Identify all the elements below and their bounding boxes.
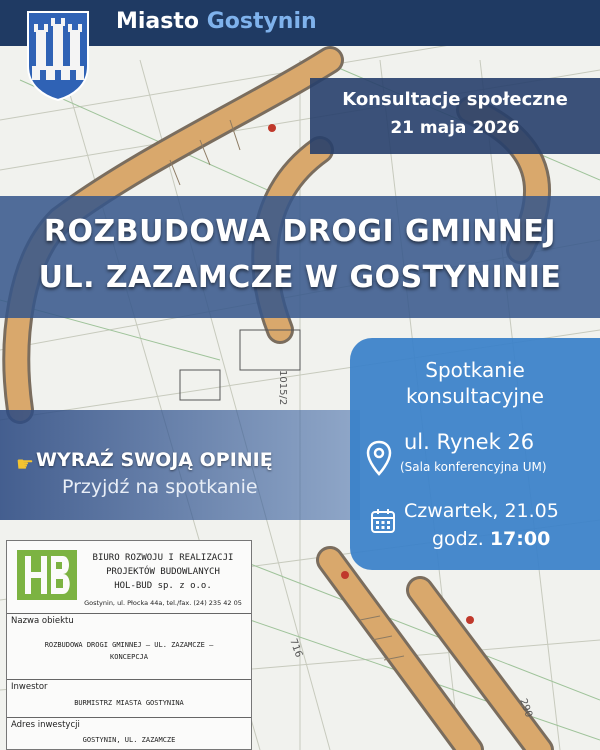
city-crest-icon [26,10,90,102]
address-label: Adres inwestycji [11,720,80,730]
opinion-subtitle: Przyjdź na spotkanie [62,476,258,498]
firm-name-line1: BIURO ROZWOJU I REALIZACJI [92,553,234,563]
brand-name-part2: Gostynin [206,9,317,34]
headline-line2: UL. ZAZAMCZE W GOSTYNINIE [38,260,562,295]
consultation-date: 21 maja 2026 [390,118,520,138]
firm-address: Gostynin, ul. Płocka 44a, tel./fax. (24) 235 42 05 [84,599,242,607]
svg-text:1015/2: 1015/2 [277,370,288,406]
object-label: Nazwa obiektu [11,616,74,626]
meeting-hour [432,528,550,550]
meeting-title-line2: konsultacyjne [406,384,544,408]
divider [7,717,251,718]
meeting-room: (Sala konferencyjna UM) [400,460,547,474]
meeting-day: Czwartek, 21.05 [404,500,559,522]
consultation-box [310,78,600,154]
investor-value: BURMISTRZ MIASTA GOSTYNINA [74,699,184,707]
meeting-hour-prefix: godz. [432,528,484,550]
headline-line1: ROZBUDOWA DROGI GMINNEJ [43,214,557,249]
opinion-title: WYRAŹ SWOJĄ OPINIĘ [36,449,273,471]
investor-label: Inwestor [11,682,48,692]
meeting-hour-value: 17:00 [489,528,551,550]
divider [7,613,251,614]
city-brand [116,9,317,34]
hb-logo [17,550,77,600]
pointing-hand-icon: ☛ [16,452,34,476]
brand-name-part1: Miasto [116,9,200,34]
meeting-box [350,338,600,570]
firm-name-line3: HOL-BUD sp. z o.o. [114,581,212,591]
meeting-address: ul. Rynek 26 [404,430,535,454]
calendar-icon [370,508,396,534]
divider [7,679,251,680]
meeting-title-line1: Spotkanie [425,358,525,382]
project-title-block [6,540,252,750]
object-value-line1: ROZBUDOWA DROGI GMINNEJ – UL. ZAZAMCZE – [44,641,214,649]
object-value-line2: KONCEPCJA [110,653,148,661]
consultation-title: Konsultacje społeczne [342,89,568,110]
svg-text:290: 290 [517,697,535,719]
address-value: GOSTYNIN, UL. ZAZAMCZE [82,736,176,744]
firm-name-line2: PROJEKTÓW BUDOWLANYCH [106,567,220,577]
svg-text:716: 716 [287,637,305,659]
location-pin-icon [366,440,392,476]
